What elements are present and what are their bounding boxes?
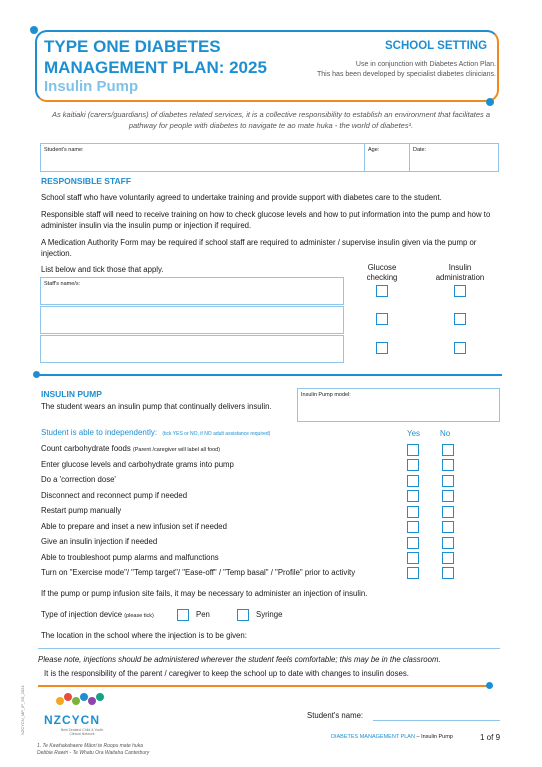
footnote-1: 1. Te Kawhakahaere Māori te Roopu mate huka <box>37 743 143 749</box>
able-heading <box>41 428 270 437</box>
doc-label <box>331 734 453 740</box>
task-row <box>41 444 220 453</box>
student-name-label: Student's name: <box>44 147 84 153</box>
col-insulin-line1: Insulin <box>448 263 472 272</box>
col-glucose-line2: checking <box>366 273 398 282</box>
col-glucose-checking <box>356 263 408 283</box>
task-row: Give an insulin injection if needed <box>41 537 158 546</box>
intro-text: As kaitiaki (carers/guardians) of diabetes related services, it is a collective responsibility to establish an environment that facilitates a pathway for people with diabetes to navigate te ao mate huka - the world of diabetes¹. <box>51 110 491 130</box>
pump-model-field[interactable] <box>297 388 500 422</box>
insulin-pump-heading: INSULIN PUMP <box>41 389 102 399</box>
pump-model-label: Insulin Pump model: <box>301 392 351 398</box>
insulin-checkbox-3[interactable] <box>454 342 466 354</box>
logo-text: NZCYCN <box>44 713 100 727</box>
device-label-text: Type of injection device <box>41 610 123 619</box>
pump-description: The student wears an insulin pump that continually delivers insulin. <box>41 402 272 411</box>
logo-sub <box>52 728 112 736</box>
location-label: The location in the school where the injection is to be given: <box>41 631 247 640</box>
task-row: Enter glucose levels and carbohydrate grams into pump <box>41 460 234 469</box>
pen-label: Pen <box>196 610 210 619</box>
yes-checkbox[interactable] <box>407 567 419 579</box>
no-checkbox[interactable] <box>442 552 454 564</box>
no-checkbox[interactable] <box>442 506 454 518</box>
yes-checkbox[interactable] <box>407 506 419 518</box>
no-checkbox[interactable] <box>442 521 454 533</box>
yes-checkbox[interactable] <box>407 475 419 487</box>
nzcycn-logo-icon <box>50 690 110 710</box>
syringe-label: Syringe <box>256 610 283 619</box>
col-insulin-admin <box>425 263 495 283</box>
section-divider <box>38 374 502 376</box>
header-note-2: This has been developed by specialist diabetes clinicians. <box>317 71 496 78</box>
footnote-2: Debbie Rawiri - Te Whatu Ora Waitaha Canterbury <box>37 750 150 756</box>
logo-sub-1: New Zealand Child & Youth <box>60 728 104 732</box>
footer-student-name-line[interactable] <box>373 720 500 721</box>
footer-dot-icon <box>486 682 493 689</box>
glucose-checkbox-3[interactable] <box>376 342 388 354</box>
pump-fail-note: If the pump or pump infusion site fails, it may be necessary to administer an injection of insulin. <box>41 589 368 598</box>
task-note: (Parent /caregiver will label all food) <box>132 447 221 453</box>
task-row: Turn on "Exercise mode"/ "Temp target"/ "Ease-off" / "Temp basal" / "Profile" prior to activity <box>41 568 356 577</box>
able-heading-text: Student is able to independently: <box>41 428 158 437</box>
glucose-checkbox-2[interactable] <box>376 313 388 325</box>
device-label <box>41 609 154 622</box>
doc-sub: – Insulin Pump <box>416 734 453 740</box>
task-row: Able to troubleshoot pump alarms and malfunctions <box>41 553 219 562</box>
able-note: (tick YES or NO, if NO adult assistance required) <box>162 431 271 437</box>
subtitle: Insulin Pump <box>44 78 139 95</box>
age-field[interactable] <box>365 144 410 171</box>
no-checkbox[interactable] <box>442 444 454 456</box>
footer-divider <box>38 685 488 687</box>
student-info-table <box>40 143 499 172</box>
task-label: Count carbohydrate foods <box>41 444 131 453</box>
task-row: Do a 'correction dose' <box>41 475 116 484</box>
header-dot-icon <box>486 98 494 106</box>
col-insulin-line2: administration <box>435 273 485 282</box>
header-note-1: Use in conjunction with Diabetes Action Plan. <box>355 61 496 68</box>
header-dot-icon <box>30 26 38 34</box>
pen-checkbox[interactable] <box>177 609 189 621</box>
student-name-field[interactable] <box>41 144 365 171</box>
title-line-1: TYPE ONE DIABETES <box>44 37 221 56</box>
no-checkbox[interactable] <box>442 459 454 471</box>
task-row: Disconnect and reconnect pump if needed <box>41 491 188 500</box>
insulin-checkbox-1[interactable] <box>454 285 466 297</box>
task-row: Restart pump manually <box>41 506 122 515</box>
yes-checkbox[interactable] <box>407 552 419 564</box>
col-glucose-line1: Glucose <box>367 263 397 272</box>
staff-name-field-1[interactable] <box>40 277 344 305</box>
age-label: Age: <box>368 147 380 153</box>
responsible-staff-heading: RESPONSIBLE STAFF <box>41 176 132 186</box>
page-number: 1 of 9 <box>480 733 501 742</box>
no-header: No <box>440 429 451 438</box>
divider-dot-icon <box>33 371 40 378</box>
task-row: Able to prepare and inset a new infusion set if needed <box>41 522 227 531</box>
no-checkbox[interactable] <box>442 475 454 487</box>
no-checkbox[interactable] <box>442 490 454 502</box>
location-line[interactable] <box>38 648 500 649</box>
glucose-checkbox-1[interactable] <box>376 285 388 297</box>
no-checkbox[interactable] <box>442 567 454 579</box>
yes-checkbox[interactable] <box>407 521 419 533</box>
vertical-code: NZCYCN_MP_IP_SS_2024 <box>20 685 25 735</box>
staff-name-field-2[interactable] <box>40 306 344 334</box>
yes-checkbox[interactable] <box>407 537 419 549</box>
date-field[interactable] <box>410 144 498 171</box>
yes-checkbox[interactable] <box>407 459 419 471</box>
staff-paragraph-3: A Medication Authority Form may be required if school staff are required to administer / supervise insulin given via the pump or injection. <box>41 238 477 258</box>
yes-header: Yes <box>407 429 421 438</box>
footer-student-label: Student's name: <box>307 711 364 720</box>
staff-paragraph-2: Responsible staff will need to receive training on how to check glucose levels and how to put information into the pump and how to administer insulin via the insulin pump or injection if required. <box>41 210 491 230</box>
device-note: (please tick) <box>124 613 154 619</box>
no-checkbox[interactable] <box>442 537 454 549</box>
please-note: Please note, injections should be administered wherever the student feels comfortable; this may be in the classroom. <box>38 655 441 664</box>
doc-label-text: DIABETES MANAGEMENT PLAN <box>331 734 415 740</box>
syringe-checkbox[interactable] <box>237 609 249 621</box>
title-line-2: MANAGEMENT PLAN: 2025 <box>44 58 267 77</box>
responsibility-note: It is the responsibility of the parent / caregiver to keep the school up to date with changes to insulin doses. <box>44 669 409 678</box>
date-label: Date: <box>413 147 427 153</box>
logo-sub-2: Clinical Network <box>69 732 95 736</box>
staff-paragraph-1: School staff who have voluntarily agreed to undertake training and provide support with diabetes care to the student. <box>41 193 442 202</box>
yes-checkbox[interactable] <box>407 444 419 456</box>
yes-checkbox[interactable] <box>407 490 419 502</box>
staff-paragraph-4: List below and tick those that apply. <box>41 265 164 274</box>
staff-name-label: Staff's name/s: <box>44 281 81 287</box>
staff-name-field-3[interactable] <box>40 335 344 363</box>
insulin-checkbox-2[interactable] <box>454 313 466 325</box>
setting-label: SCHOOL SETTING <box>385 40 488 52</box>
